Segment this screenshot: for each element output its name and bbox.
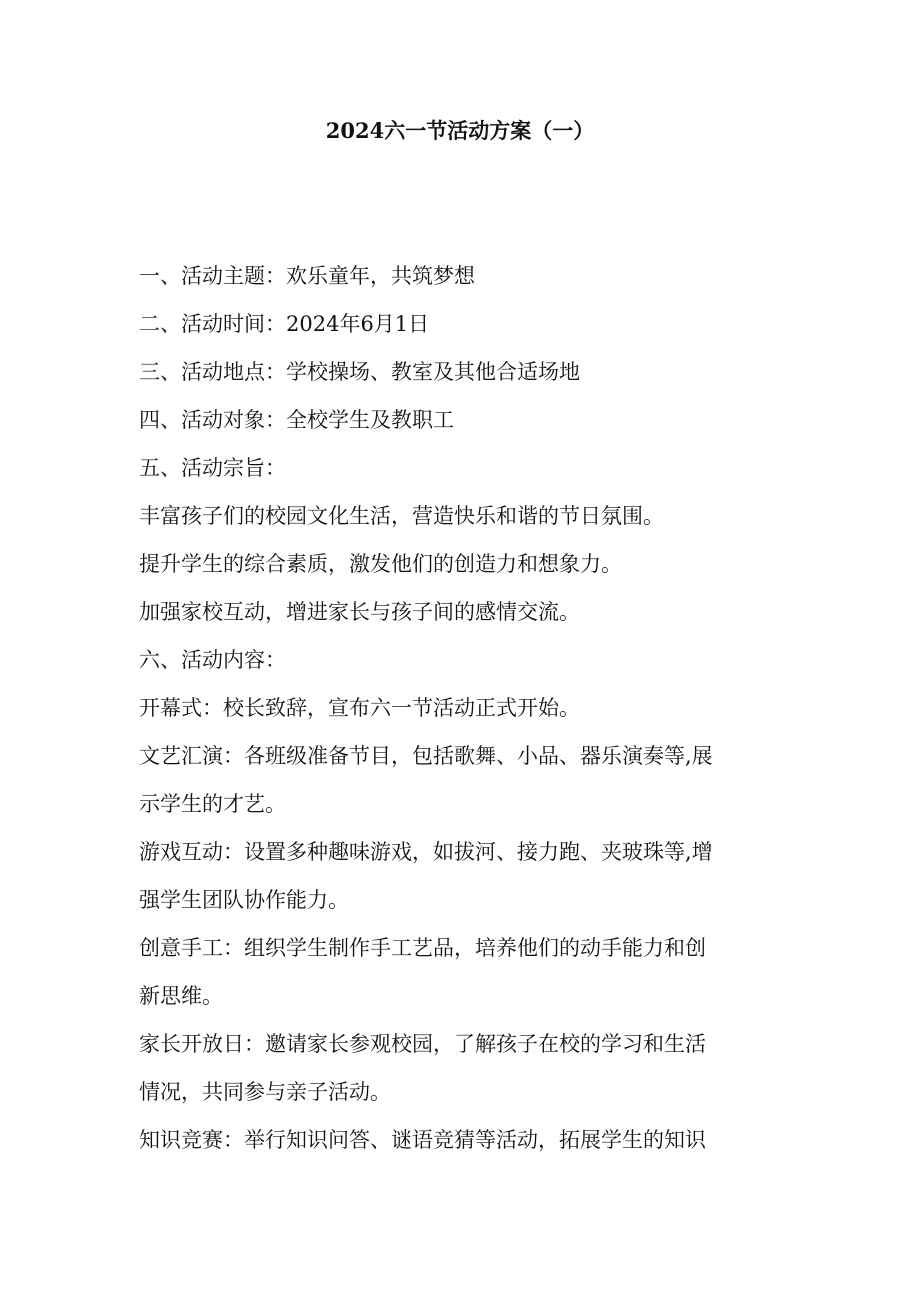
text-line-audience: 四、活动对象：全校学生及教职工 (139, 408, 454, 432)
text-line-purpose-3: 加强家校互动，增进家长与孩子间的感情交流。 (139, 600, 580, 624)
text-line-performance: 文艺汇演：各班级准备节目，包括歌舞、小品、器乐演奏等,展 (139, 744, 713, 768)
text-line-purpose-heading: 五、活动宗旨： (139, 456, 286, 480)
text-line-quiz: 知识竞赛：举行知识问答、谜语竞猜等活动，拓展学生的知识 (139, 1128, 706, 1152)
text-line-crafts: 创意手工：组织学生制作手工艺品，培养他们的动手能力和创 (139, 936, 706, 960)
text-line-games-cont: 强学生团队协作能力。 (139, 888, 349, 912)
text-line-location: 三、活动地点：学校操场、教室及其他合适场地 (139, 360, 580, 384)
text-line-crafts-cont: 新思维。 (139, 984, 223, 1008)
text-line-opening: 开幕式：校长致辞，宣布六一节活动正式开始。 (139, 696, 580, 720)
text-line-time: 二、活动时间：2024年6月1日 (139, 312, 430, 336)
text-line-performance-cont: 示学生的才艺。 (139, 792, 286, 816)
text-line-games: 游戏互动：设置多种趣味游戏，如拔河、接力跑、夹玻珠等,增 (139, 840, 713, 864)
text-line-purpose-1: 丰富孩子们的校园文化生活，营造快乐和谐的节日氛围。 (139, 504, 664, 528)
text-line-purpose-2: 提升学生的综合素质，激发他们的创造力和想象力。 (139, 552, 622, 576)
text-line-open-day: 家长开放日：邀请家长参观校园，了解孩子在校的学习和生活 (139, 1032, 706, 1056)
document-title: 2024六一节活动方案（一） (325, 118, 595, 143)
text-line-content-heading: 六、活动内容： (139, 648, 286, 672)
document-body (139, 252, 789, 1164)
text-line-open-day-cont: 情况，共同参与亲子活动。 (139, 1080, 391, 1104)
text-line-theme: 一、活动主题：欢乐童年，共筑梦想 (139, 264, 475, 288)
